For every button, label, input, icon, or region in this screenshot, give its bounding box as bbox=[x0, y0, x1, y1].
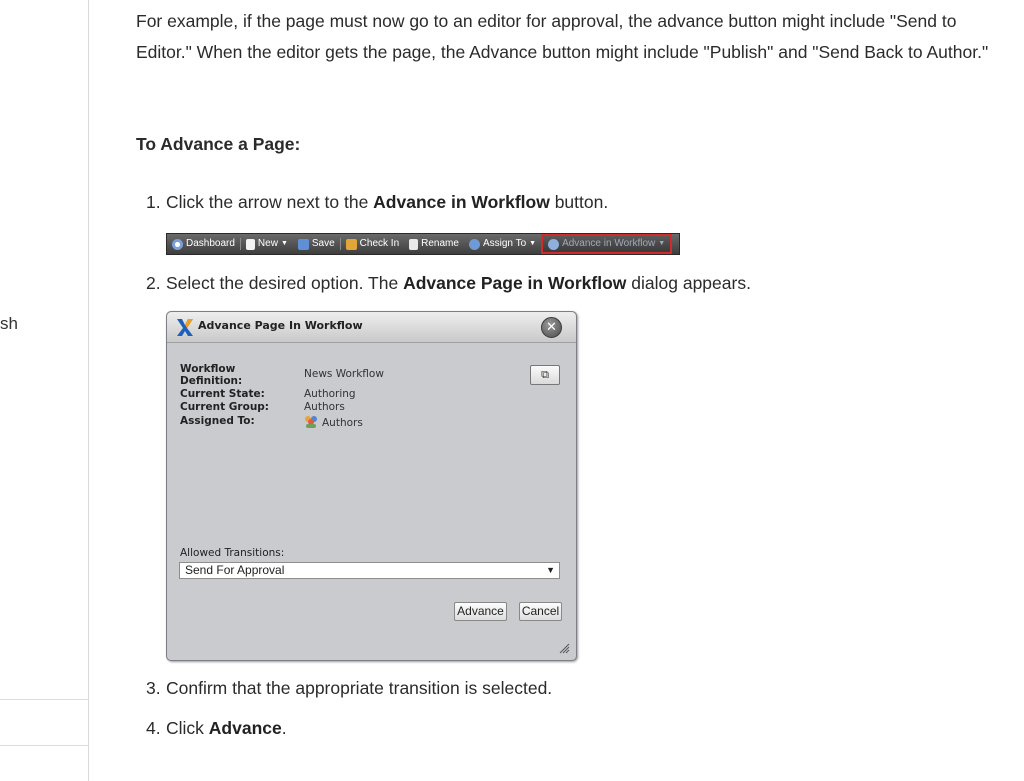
dialog-titlebar bbox=[167, 312, 576, 343]
sidebar-divider bbox=[0, 745, 88, 746]
users-icon bbox=[469, 239, 480, 250]
step-bold-text: Advance bbox=[208, 718, 282, 738]
step-number: 1. bbox=[146, 192, 161, 212]
step-number: 3. bbox=[146, 678, 161, 698]
current-group-label: Current Group: bbox=[180, 401, 270, 413]
toolbar-new-button[interactable] bbox=[241, 234, 293, 254]
procedure-heading: To Advance a Page: bbox=[136, 134, 301, 154]
rename-icon bbox=[409, 239, 418, 250]
step-text: Click bbox=[166, 718, 209, 738]
close-icon[interactable]: ✕ bbox=[541, 317, 562, 338]
toolbar-dashboard-button[interactable] bbox=[167, 234, 240, 254]
dialog-title: Advance Page In Workflow bbox=[198, 319, 363, 332]
current-group-value: Authors bbox=[304, 401, 345, 413]
assigned-to-text: Authors bbox=[322, 417, 363, 429]
chevron-down-icon: ▼ bbox=[546, 565, 555, 575]
toolbar-save-button[interactable] bbox=[293, 234, 340, 254]
user-group-icon bbox=[304, 415, 318, 428]
resize-handle-icon[interactable] bbox=[558, 642, 570, 654]
toolbar-screenshot bbox=[166, 233, 680, 255]
save-icon bbox=[298, 239, 309, 250]
product-logo-icon bbox=[176, 318, 194, 337]
toolbar-label: Dashboard bbox=[186, 238, 235, 249]
toolbar-label: Assign To bbox=[482, 238, 527, 249]
toolbar-rename-button[interactable] bbox=[404, 234, 464, 254]
advance-button[interactable]: Advance bbox=[454, 602, 507, 621]
workflow-icon bbox=[548, 239, 559, 250]
step-text: button. bbox=[549, 192, 609, 212]
dashboard-icon bbox=[172, 239, 183, 250]
allowed-transitions-label: Allowed Transitions: bbox=[180, 547, 285, 559]
step-text: Select the desired option. The bbox=[166, 273, 404, 293]
toolbar-label: New bbox=[257, 238, 278, 249]
step-text: Click the arrow next to the bbox=[166, 192, 374, 212]
step-text: dialog appears. bbox=[626, 273, 751, 293]
step-text: . bbox=[281, 718, 287, 738]
step-number: 2. bbox=[146, 273, 161, 293]
new-page-icon bbox=[246, 239, 255, 250]
toolbar-label: Rename bbox=[421, 238, 459, 249]
toolbar-label: Save bbox=[311, 238, 335, 249]
chevron-down-icon: ▼ bbox=[529, 240, 537, 247]
transition-select[interactable] bbox=[179, 562, 560, 579]
toolbar-label: Check In bbox=[359, 238, 400, 249]
advance-page-dialog bbox=[166, 311, 577, 661]
toolbar-assign-button[interactable] bbox=[464, 234, 541, 254]
toolbar-checkin-button[interactable] bbox=[341, 234, 404, 254]
step-bold-text: Advance in Workflow bbox=[373, 192, 550, 212]
workflow-definition-value: News Workflow bbox=[304, 368, 384, 380]
assigned-to-label: Assigned To: bbox=[180, 415, 255, 427]
check-in-icon bbox=[346, 239, 357, 250]
step-bold-text: Advance Page in Workflow bbox=[403, 273, 627, 293]
workflow-definition-label: Workflow Definition: bbox=[180, 363, 243, 387]
copy-icon[interactable]: ⧉ bbox=[530, 365, 560, 385]
step-1 bbox=[146, 187, 608, 218]
toolbar-label: Advance in Workflow bbox=[562, 238, 656, 249]
sidebar-divider bbox=[0, 699, 88, 700]
cancel-button[interactable]: Cancel bbox=[519, 602, 562, 621]
step-3 bbox=[146, 673, 552, 704]
chevron-down-icon: ▼ bbox=[658, 240, 666, 247]
sidebar-text-fragment[interactable]: sh bbox=[0, 314, 18, 333]
left-sidebar bbox=[0, 0, 89, 781]
current-state-value: Authoring bbox=[304, 388, 356, 400]
step-4 bbox=[146, 713, 287, 744]
selected-transition: Send For Approval bbox=[185, 563, 285, 577]
step-number: 4. bbox=[146, 718, 161, 738]
current-state-label: Current State: bbox=[180, 388, 265, 400]
toolbar-advance-in-workflow-button[interactable] bbox=[541, 234, 672, 254]
intro-paragraph: For example, if the page must now go to an editor for approval, the advance button might include "Send to Editor." When the editor gets the page, the Advance button might include "Publish" and "Send Back to Author." bbox=[136, 11, 989, 62]
step-2 bbox=[146, 268, 751, 299]
chevron-down-icon: ▼ bbox=[280, 240, 288, 247]
assigned-to-value bbox=[304, 415, 363, 429]
step-text: Confirm that the appropriate transition is selected. bbox=[166, 678, 553, 698]
